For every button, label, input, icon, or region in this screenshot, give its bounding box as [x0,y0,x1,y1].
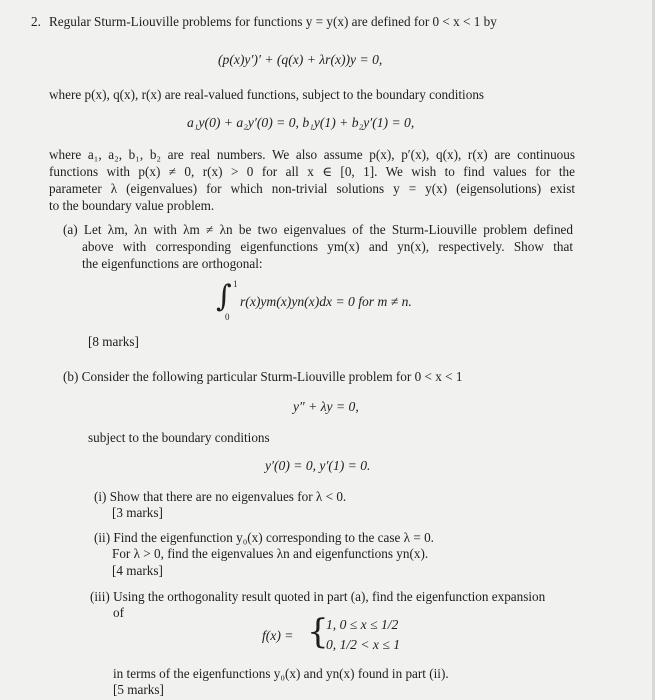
assumption-line-3: parameter λ (eigenvalues) for which non-trivial solutions y = y(x) (eigensolutions) exist [49,181,575,196]
integral-upper-limit: 1 [233,279,238,289]
part-b-i-text: (i) Show that there are no eigenvalues for λ < 0. [94,489,347,504]
piecewise-case-1: 1, 0 ≤ x ≤ 1/2 [326,617,399,632]
part-b-i-marks: [3 marks] [112,505,163,520]
part-b-iii-line-2: of [113,605,124,620]
part-b-ii-line-1: (ii) Find the eigenfunction y₀(x) corresponding to the case λ = 0. [94,530,434,545]
assumption-line-1: where a₁, a₂, b₁, b₂ are real numbers. We also assume p(x), p′(x), q(x), r(x) are continuous [49,147,575,162]
integral-sign: ∫ [216,279,232,314]
sturm-liouville-equation: (p(x)y′)′ + (q(x) + λr(x))y = 0, [218,52,383,67]
where-line: where p(x), q(x), r(x) are real-valued functions, subject to the boundary conditions [49,87,485,102]
orthogonality-integrand: r(x)ym(x)yn(x)dx = 0 for m ≠ n. [240,294,412,309]
integral-lower-limit: 0 [225,312,230,322]
part-a-line-3: the eigenfunctions are orthogonal: [82,256,263,271]
part-b-ii-marks: [4 marks] [112,563,163,578]
part-a-line-1: (a) Let λm, λn with λm ≠ λn be two eigenvalues of the Sturm-Liouville problem defined [63,222,573,237]
part-b-iii-line-1: (iii) Using the orthogonality result quoted in part (a), find the eigenfunction expansion [90,589,546,604]
piecewise-f-label: f(x) = [262,628,294,643]
assumption-line-2: functions with p(x) ≠ 0, r(x) > 0 for all x ∈ [0, 1]. We wish to find values for the [49,164,575,179]
part-b-subject: subject to the boundary conditions [88,430,270,445]
part-b-iii-line-3: in terms of the eigenfunctions y₀(x) and yn(x) found in part (ii). [113,666,449,681]
question-number: 2. [31,14,41,29]
part-b-equation: y″ + λy = 0, [293,399,359,414]
part-b-iii-marks: [5 marks] [113,682,164,697]
part-b-boundary-conditions: y′(0) = 0, y′(1) = 0. [265,458,371,473]
assumption-line-4: to the boundary value problem. [49,198,215,213]
part-a-marks: [8 marks] [88,334,139,349]
question-intro: Regular Sturm-Liouville problems for functions y = y(x) are defined for 0 < x < 1 by [49,14,497,29]
boundary-conditions: a₁y(0) + a₂y′(0) = 0, b₁y(1) + b₂y′(1) = 0, [187,115,415,130]
piecewise-brace: { [307,612,329,652]
piecewise-case-2: 0, 1/2 < x ≤ 1 [326,637,401,652]
part-b-intro: (b) Consider the following particular Sturm-Liouville problem for 0 < x < 1 [63,369,463,384]
part-b-ii-line-2: For λ > 0, find the eigenvalues λn and eigenfunctions yn(x). [112,546,429,561]
part-a-line-2: above with corresponding eigenfunctions ym(x) and yn(x), respectively. Show that [82,239,573,254]
